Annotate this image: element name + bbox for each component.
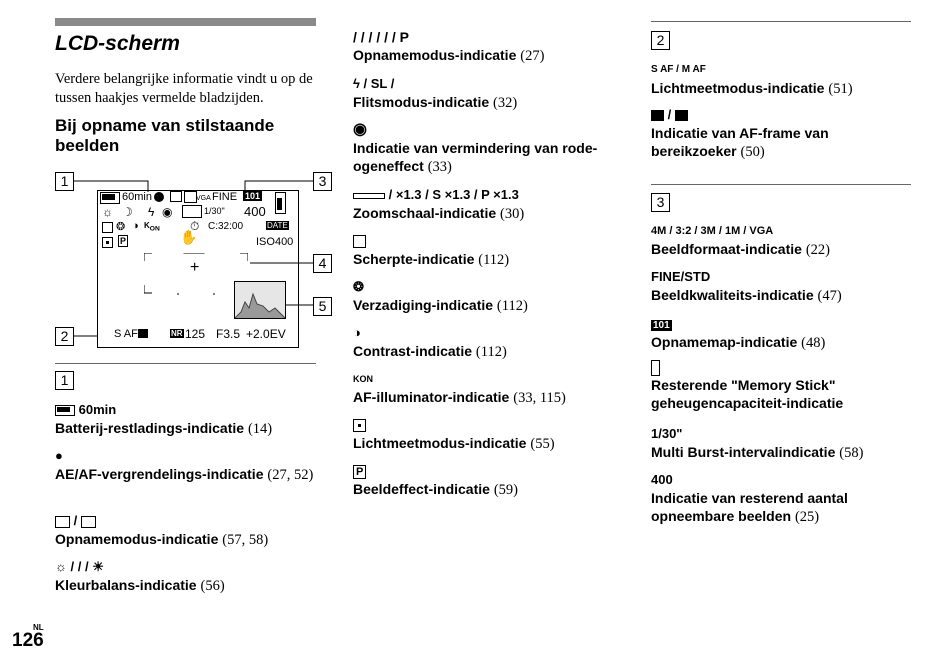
wb-sun-icon: ☼	[102, 205, 113, 219]
red-eye-icon: ◉	[162, 205, 173, 219]
entry-label: Beeldkwaliteits-indicatie	[651, 287, 814, 303]
entry-ref: (14)	[247, 421, 273, 437]
entry-label: Indicatie van vermindering van rode-ogeneffect	[353, 140, 598, 174]
entry-ref: (27, 52)	[267, 467, 314, 483]
entry-ref: (47)	[817, 288, 842, 304]
callout-1: 1	[55, 172, 74, 191]
burst-mode-icon	[170, 191, 182, 202]
lcd-timer: C:32:00	[208, 221, 244, 232]
entry-af-illuminator	[353, 370, 623, 407]
callout-2: 2	[55, 327, 74, 346]
entry-sharpness	[353, 232, 623, 269]
entry-ref: (22)	[805, 242, 830, 258]
entry-ref: (112)	[478, 252, 510, 268]
contrast-icon: ◑	[353, 325, 361, 340]
entry-metering	[353, 416, 623, 453]
folder-icon: 101	[653, 320, 670, 331]
divider-2	[651, 21, 911, 22]
entry-image-quality	[651, 268, 911, 305]
entry-label: Zoomschaal-indicatie	[353, 205, 497, 221]
entry-ref: (57, 58)	[222, 532, 269, 548]
entry-ref: (32)	[493, 95, 518, 111]
entry-red-eye	[353, 121, 623, 176]
entry-label: Indicatie van AF-frame van bereikzoeker	[651, 125, 829, 159]
divider-3	[651, 184, 911, 185]
lcd-shutter: 1/30"	[204, 206, 225, 216]
histogram	[234, 281, 286, 319]
lcd-quality: FINE	[212, 191, 238, 203]
entry-label: Kleurbalans-indicatie	[55, 577, 197, 593]
af-center-icon	[675, 110, 688, 121]
callout-5: 5	[313, 297, 332, 316]
page-language: NL	[33, 623, 44, 632]
entry-image-size	[651, 222, 911, 259]
page-number: 126	[12, 630, 44, 651]
callout-4: 4	[313, 254, 332, 273]
entry-label: Opnamemap-indicatie	[651, 334, 798, 350]
entry-contrast	[353, 324, 623, 361]
entry-record-mode	[55, 512, 317, 549]
saturation-icon: ❂	[353, 279, 364, 294]
battery-icon	[100, 192, 120, 204]
entry-remaining	[651, 471, 911, 526]
entry-ref: (30)	[500, 206, 525, 222]
entry-saturation	[353, 278, 623, 315]
entry-ref: (33, 115)	[513, 390, 566, 406]
entry-label: Opnamemodus-indicatie	[55, 531, 219, 547]
page-title: LCD-scherm	[55, 32, 180, 55]
entry-ref: (51)	[828, 81, 853, 97]
lcd-resolution: VGA	[196, 195, 211, 202]
wb-sun-icon: ☀	[92, 559, 104, 574]
entry-symbol: / / /	[70, 559, 89, 574]
lcd-ev: +2.0EV	[246, 327, 286, 341]
entry-symbol: ●	[55, 448, 63, 463]
sharpness-icon	[102, 222, 113, 233]
night-mode-icon: ☽	[122, 205, 133, 219]
entry-ae-lock	[55, 447, 317, 484]
entry-scene-mode	[353, 28, 623, 65]
contrast-icon: ◑	[132, 220, 139, 232]
lcd-screen-illustration	[97, 190, 299, 348]
entry-label: Verzadiging-indicatie	[353, 297, 494, 313]
lcd-aperture: F3.5	[216, 327, 241, 341]
metering-spot-icon	[102, 237, 113, 248]
center-cross-icon: +	[190, 259, 200, 276]
af-frame-mode-icon	[138, 329, 148, 338]
sharpness-icon	[353, 235, 366, 248]
entry-flash-mode	[353, 75, 623, 112]
entry-ref: (112)	[475, 344, 507, 360]
entry-label: Multi Burst-intervalindicatie	[651, 444, 836, 460]
entry-af-frame	[651, 106, 911, 161]
lcd-folder: 101	[245, 191, 261, 201]
saturation-icon: ❂	[116, 221, 126, 233]
hand-shake-icon: ✋	[180, 229, 198, 245]
callout-3: 3	[313, 172, 332, 191]
entry-symbol: 4M / 3:2 / 3M / 1M / VGA	[651, 225, 774, 237]
af-multi-icon	[651, 110, 664, 121]
lcd-date: DATE	[267, 221, 288, 230]
entry-symbol: 60min	[78, 402, 117, 417]
entry-symbol: / ×1.3 / S ×1.3 / P ×1.3	[388, 187, 519, 202]
entry-label: Indicatie van resterend aantal opneembare beelden	[651, 490, 848, 524]
burst-icon	[81, 516, 96, 528]
entry-symbol: /	[667, 107, 672, 122]
lcd-remaining: 400	[244, 204, 266, 219]
entry-ref: (56)	[200, 578, 225, 594]
lcd-battery-time: 60min	[122, 191, 152, 203]
entry-ref: (55)	[530, 436, 555, 452]
lcd-speed: 125	[185, 327, 206, 341]
entry-memory-stick	[651, 358, 911, 412]
entry-ref: (58)	[839, 445, 864, 461]
section2-number: 2	[651, 31, 670, 50]
entry-symbol: ON	[359, 374, 373, 384]
af-illuminator-icon: K	[353, 374, 360, 384]
entry-label: Beeldformaat-indicatie	[651, 241, 802, 257]
entry-folder	[651, 315, 911, 352]
entry-label: Lichtmeetmodus-indicatie	[651, 80, 825, 96]
intro-text: Verdere belangrijke informatie vindt u op de tussen haakjes vermelde bladzijden.	[55, 71, 313, 106]
entry-symbol: S AF / M AF	[651, 64, 706, 75]
entry-multi-burst	[651, 425, 911, 462]
picture-effect-icon: P	[353, 465, 366, 479]
red-eye-icon: ◉	[353, 121, 367, 138]
flash-icon: ϟ	[148, 205, 155, 219]
entry-label: AF-illuminator-indicatie	[353, 389, 510, 405]
entry-label: Beeldeffect-indicatie	[353, 481, 490, 497]
entry-ref: (112)	[496, 298, 528, 314]
flash-icon: ϟ	[353, 76, 360, 91]
entry-zoom	[353, 186, 623, 223]
lcd-nr: NR	[171, 329, 183, 338]
memory-stick-icon	[651, 360, 660, 376]
entry-label: Scherpte-indicatie	[353, 251, 475, 267]
entry-picture-effect	[353, 462, 623, 499]
af-illuminator-icon: $K_{ON}$	[144, 221, 160, 233]
entry-symbol: /	[73, 513, 78, 528]
battery-icon	[55, 405, 75, 416]
zoom-bar-icon	[353, 193, 385, 199]
entry-symbol: 400	[651, 472, 673, 487]
entry-label: Flitsmodus-indicatie	[353, 94, 490, 110]
divider-1	[55, 363, 316, 364]
metering-spot-icon	[353, 419, 366, 432]
entry-focus-mode	[651, 61, 911, 98]
section-subtitle: Bij opname van stilstaande beelden	[55, 116, 275, 155]
wb-daylight-icon: ☼	[55, 559, 67, 574]
lcd-saf: S AF	[114, 328, 138, 340]
entry-symbol: 1/30"	[651, 426, 683, 441]
entry-ref: (27)	[520, 48, 545, 64]
entry-white-balance	[55, 558, 317, 595]
entry-ref: (25)	[794, 509, 820, 525]
entry-symbol: FINE/STD	[651, 269, 711, 284]
entry-ref: (33)	[427, 159, 452, 175]
entry-symbol: / / / / / / P	[353, 29, 410, 45]
self-timer-icon: ⏱	[190, 219, 200, 233]
entry-ref: (48)	[801, 335, 826, 351]
section3-number: 3	[651, 193, 670, 212]
ae-lock-icon	[154, 192, 164, 202]
picture-effect-icon: P	[120, 236, 127, 246]
entry-label: Contrast-indicatie	[353, 343, 473, 359]
entry-ref: (59)	[493, 482, 518, 498]
entry-label: Lichtmeetmodus-indicatie	[353, 435, 527, 451]
entry-symbol: / SL /	[363, 76, 395, 91]
entry-battery	[55, 401, 317, 438]
multi-burst-icon	[55, 516, 70, 528]
section1-number: 1	[55, 371, 74, 390]
memory-stick-icon	[275, 192, 286, 214]
entry-label: AE/AF-vergrendelings-indicatie	[55, 466, 264, 482]
entry-ref: (50)	[740, 144, 765, 160]
entry-label: Batterij-restladings-indicatie	[55, 420, 245, 436]
lcd-iso: ISO400	[256, 236, 294, 248]
entry-label: Resterende "Memory Stick" geheugencapaciteit-indicatie	[651, 377, 844, 411]
entry-label: Opnamemodus-indicatie	[353, 47, 517, 63]
zoom-box-icon	[182, 205, 202, 218]
